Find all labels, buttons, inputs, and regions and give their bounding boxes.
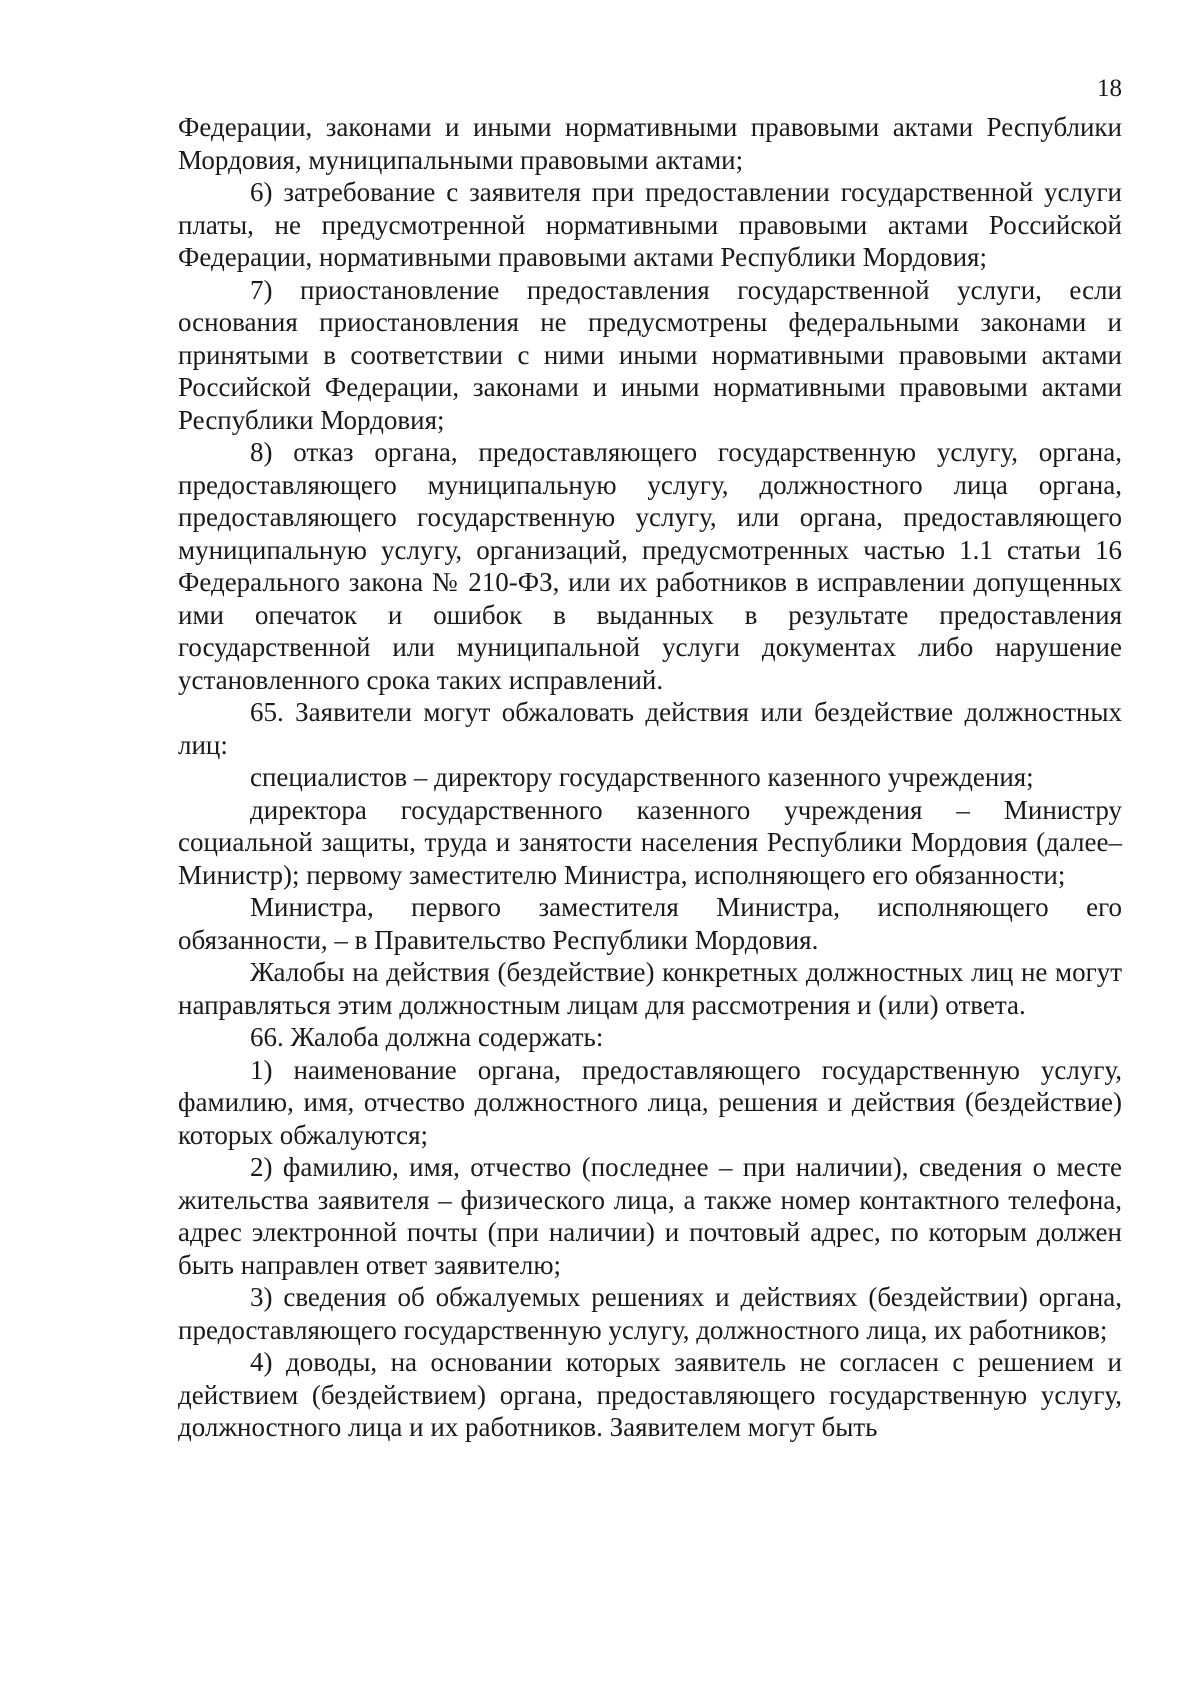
paragraph-content-item-2: 2) фамилию, имя, отчество (последнее – при наличии), сведения о месте жительства заявителя – физического лица, а также номер контактного телефона, адрес электронной почты (при наличии) и почтовый адрес, по которым должен быть направлен ответ заявителю; <box>178 1152 1122 1280</box>
paragraph-continuation: Федерации, законами и иными нормативными правовыми актами Республики Мордовия, муниципальными правовыми актами; <box>178 112 1122 175</box>
paragraph-content-item-4: 4) доводы, на основании которых заявитель не согласен с решением и действием (бездействием) органа, предоставляющего государственную услугу, должностного лица и их работников. Заявителем могут быть <box>178 1347 1122 1442</box>
document-body <box>178 111 1122 1444</box>
paragraph-director: директора государственного казенного учреждения – Министру социальной защиты, труда и занятости населения Республики Мордовия (далее–Министр); первому заместителю Министра, исполняющего его обязанности; <box>178 794 1122 890</box>
paragraph-section-65: 65. Заявители могут обжаловать действия или бездействие должностных лиц: <box>178 697 1122 760</box>
paragraph-item-6: 6) затребование с заявителя при предоставлении государственной услуги платы, не предусмотренной нормативными правовыми актами Российской Федерации, нормативными правовыми актами Республики Мордовия; <box>178 177 1122 272</box>
paragraph-complaints-note: Жалобы на действия (бездействие) конкретных должностных лиц не могут направляться этим должностным лицам для рассмотрения и (или) ответа. <box>178 957 1122 1020</box>
page-number: 18 <box>1097 75 1122 102</box>
paragraph-minister: Министра, первого заместителя Министра, исполняющего его обязанности, – в Правительство Республики Мордовия. <box>178 892 1122 955</box>
paragraph-specialists: специалистов – директору государственного казенного учреждения; <box>250 762 1034 792</box>
paragraph-item-7: 7) приостановление предоставления государственной услуги, если основания приостановления не предусмотрены федеральными законами и принятыми в соответствии с ними иными нормативными правовыми актами Российской Федерации, законами и иными нормативными правовыми актами Республики Мордовия; <box>178 274 1122 435</box>
paragraph-item-8: 8) отказ органа, предоставляющего государственную услугу, органа, предоставляющего муниципальную услугу, должностного лица органа, предоставляющего государственную услугу, или органа, предоставляющего муниципальную услугу, организаций, предусмотренных частью 1.1 статьи 16 Федерального закона № 210-ФЗ, или их работников в исправлении допущенных ими опечаток и ошибок в выданных в результате предоставления государственной или муниципальной услуги документах либо нарушение установленного срока таких исправлений. <box>178 437 1122 695</box>
paragraph-section-66: 66. Жалоба должна содержать: <box>250 1022 604 1052</box>
paragraph-content-item-3: 3) сведения об обжалуемых решениях и действиях (бездействии) органа, предоставляющего государственную услугу, должностного лица, их работников; <box>178 1282 1122 1345</box>
paragraph-content-item-1: 1) наименование органа, предоставляющего государственную услугу, фамилию, имя, отчество должностного лица, решения и действия (бездействие) которых обжалуются; <box>178 1054 1122 1150</box>
